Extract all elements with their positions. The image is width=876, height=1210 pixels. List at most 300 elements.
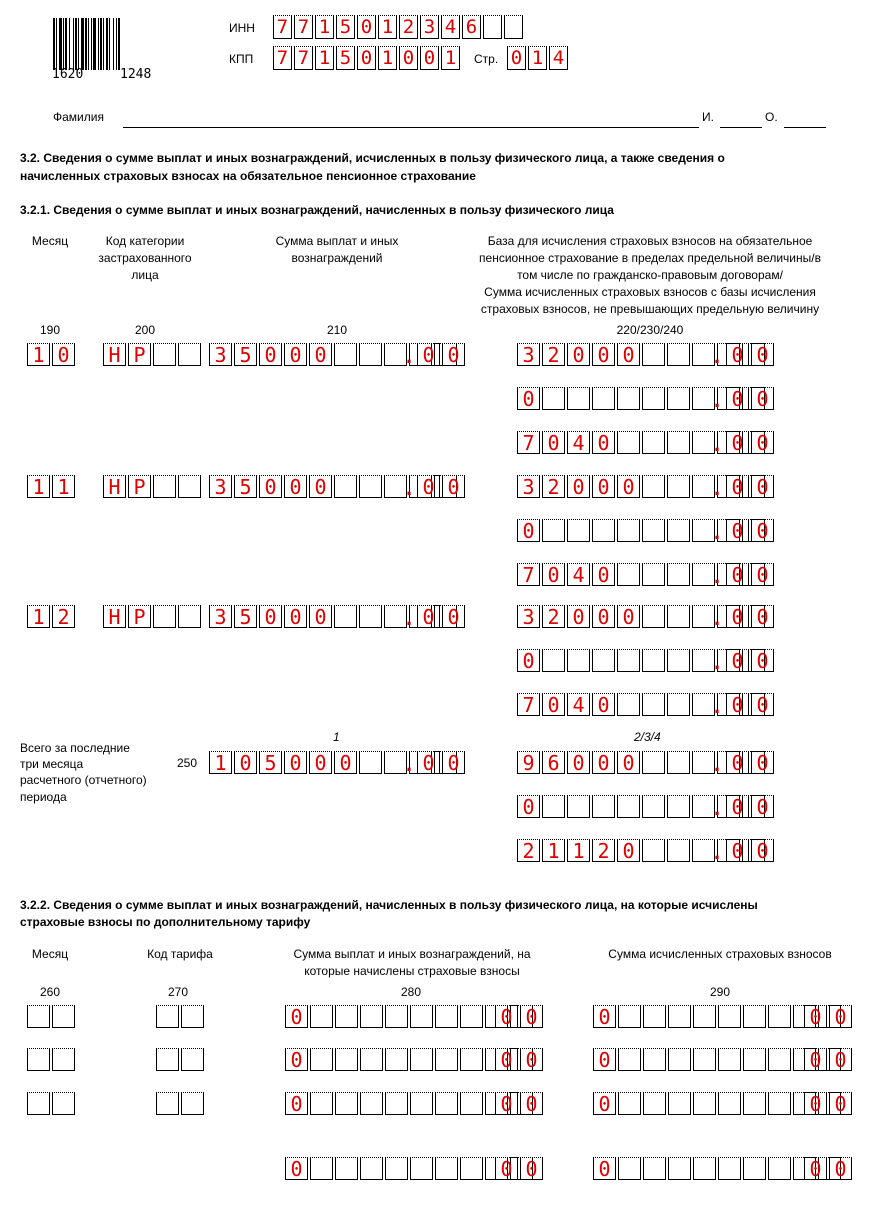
tariff-sum-field-cell[interactable]: 0 xyxy=(285,1092,308,1115)
total-base-field-cell[interactable]: 1 xyxy=(567,839,590,862)
base-field-cell[interactable] xyxy=(592,649,615,672)
total-base-kop-field-cell[interactable]: 0 xyxy=(751,795,774,818)
sum-field-cell[interactable]: 0 xyxy=(284,605,307,628)
base-field-cell[interactable]: 4 xyxy=(567,563,590,586)
base-field-cell[interactable] xyxy=(542,387,565,410)
base-field-cell[interactable]: 0 xyxy=(517,387,540,410)
tariff-contrib-kop-field-cell[interactable]: 0 xyxy=(804,1092,827,1115)
tariff-sum-field-cell[interactable] xyxy=(310,1005,333,1028)
base-field-cell[interactable]: 3 xyxy=(517,475,540,498)
base-field-cell[interactable]: 4 xyxy=(567,431,590,454)
base-field-cell[interactable] xyxy=(617,693,640,716)
sum-field-cell[interactable]: 0 xyxy=(309,605,332,628)
base-field-cell[interactable] xyxy=(617,431,640,454)
base-field-cell[interactable]: 0 xyxy=(567,475,590,498)
total-sum-kop-field-cell[interactable]: 0 xyxy=(417,751,440,774)
base-field-cell[interactable]: 0 xyxy=(517,649,540,672)
total-sum-field-cell[interactable]: 0 xyxy=(284,751,307,774)
tariff-sum-field-cell[interactable] xyxy=(385,1048,408,1071)
sum-field-cell[interactable] xyxy=(384,343,407,366)
tariff-sum-field-cell[interactable] xyxy=(360,1048,383,1071)
sum-kop-field-cell[interactable]: 0 xyxy=(417,475,440,498)
total-base-field-cell[interactable]: 0 xyxy=(592,751,615,774)
base-kop-field-cell[interactable]: 0 xyxy=(726,431,749,454)
total-base-field-cell[interactable] xyxy=(642,751,665,774)
tariff-total-sum-field-cell[interactable] xyxy=(435,1157,458,1180)
tariff-contrib-field-cell[interactable] xyxy=(643,1048,666,1071)
tariff-contrib-field-cell[interactable] xyxy=(668,1005,691,1028)
col-sum-header-1: Сумма выплат и иных xyxy=(275,234,399,248)
kpp-field-cell[interactable]: 5 xyxy=(336,46,355,70)
sum-field-cell[interactable]: 3 xyxy=(209,475,232,498)
tariff-code-field-cell[interactable] xyxy=(156,1092,179,1115)
tariff-sum-field-cell[interactable] xyxy=(335,1048,358,1071)
tariff-contrib-kop-field-cell[interactable]: 0 xyxy=(829,1048,852,1071)
tariff-code-field-cell[interactable] xyxy=(181,1005,204,1028)
total-base-field-cell[interactable]: 2 xyxy=(517,839,540,862)
tariff-contrib-field-cell[interactable] xyxy=(743,1048,766,1071)
page-number-field-cell[interactable]: 0 xyxy=(507,46,526,70)
tariff-contrib-field-cell[interactable] xyxy=(693,1005,716,1028)
tariff-total-contrib-field-cell[interactable] xyxy=(668,1157,691,1180)
tariff-total-contrib-field-cell[interactable] xyxy=(768,1157,791,1180)
tariff-total-contrib-field-cell[interactable]: 0 xyxy=(593,1157,616,1180)
inn-field-cell[interactable]: 4 xyxy=(441,15,460,39)
tariff-contrib-field-cell[interactable] xyxy=(693,1048,716,1071)
inn-field-cell[interactable]: 0 xyxy=(357,15,376,39)
tariff-sum-field-cell[interactable]: 0 xyxy=(285,1005,308,1028)
base-field-cell[interactable]: 7 xyxy=(517,693,540,716)
base-field-cell[interactable]: 0 xyxy=(592,605,615,628)
total-base-note: 2/3/4 xyxy=(634,730,661,744)
sum-kop-field-cell[interactable]: 0 xyxy=(442,605,465,628)
total-base-field-cell[interactable] xyxy=(617,795,640,818)
total-base-field-cell[interactable] xyxy=(692,751,715,774)
tariff-sum-field-cell[interactable] xyxy=(385,1092,408,1115)
base-field-cell[interactable]: 2 xyxy=(542,475,565,498)
base-field-cell[interactable] xyxy=(642,649,665,672)
tariff-contrib-kop-field-cell[interactable]: 0 xyxy=(829,1005,852,1028)
base-field-cell[interactable] xyxy=(692,431,715,454)
tariff-sum-field-cell[interactable] xyxy=(435,1048,458,1071)
base-field-cell[interactable]: 0 xyxy=(617,605,640,628)
base-field-cell[interactable] xyxy=(667,343,690,366)
category-field-cell[interactable] xyxy=(178,605,201,628)
tariff-sum-kop-field-cell[interactable]: 0 xyxy=(520,1092,543,1115)
tariff-sum-field-cell[interactable] xyxy=(460,1092,483,1115)
tariff-contrib-field-cell[interactable] xyxy=(618,1005,641,1028)
sum-field-cell[interactable]: 0 xyxy=(284,343,307,366)
month-field-cell[interactable]: 2 xyxy=(52,605,75,628)
total-base-field-cell[interactable]: 1 xyxy=(542,839,565,862)
sum-field-cell[interactable] xyxy=(334,343,357,366)
base-kop-field-cell[interactable]: 0 xyxy=(726,387,749,410)
base-field-cell[interactable] xyxy=(667,693,690,716)
base-field-cell[interactable] xyxy=(667,563,690,586)
base-field-cell[interactable] xyxy=(692,649,715,672)
base-kop-field-cell[interactable]: 0 xyxy=(726,475,749,498)
tariff-contrib-field-cell[interactable] xyxy=(618,1048,641,1071)
base-field-cell[interactable] xyxy=(592,387,615,410)
total-base-kop-field-cell[interactable]: 0 xyxy=(726,795,749,818)
tariff-contrib-field-cell[interactable] xyxy=(768,1048,791,1071)
kpp-field-cell[interactable]: 7 xyxy=(273,46,292,70)
base-field-cell[interactable] xyxy=(642,431,665,454)
tariff-contrib-field-cell[interactable] xyxy=(643,1092,666,1115)
base-field-cell[interactable] xyxy=(692,519,715,542)
base-field-cell[interactable]: 7 xyxy=(517,563,540,586)
total-base-kop-field-cell[interactable]: 0 xyxy=(751,839,774,862)
sum-field-cell[interactable]: 0 xyxy=(309,343,332,366)
sum-kop-field-cell[interactable]: 0 xyxy=(417,605,440,628)
base-field-cell[interactable] xyxy=(692,475,715,498)
total-sum-field-cell[interactable] xyxy=(384,751,407,774)
total-base-kop-field-cell[interactable]: 0 xyxy=(751,751,774,774)
sum-field-cell[interactable]: 3 xyxy=(209,343,232,366)
kpp-field-cell[interactable]: 1 xyxy=(315,46,334,70)
tariff-sum-field-cell[interactable] xyxy=(410,1005,433,1028)
total-base-field-cell[interactable] xyxy=(642,839,665,862)
tariff-sum-field-cell[interactable] xyxy=(360,1092,383,1115)
category-field-cell[interactable] xyxy=(153,343,176,366)
inn-field-cell[interactable]: 1 xyxy=(378,15,397,39)
tariff-contrib-field-cell[interactable] xyxy=(743,1092,766,1115)
base-field-cell[interactable]: 0 xyxy=(617,475,640,498)
tariff-sum-field-cell[interactable] xyxy=(310,1048,333,1071)
tariff-total-sum-field-cell[interactable] xyxy=(335,1157,358,1180)
base-field-cell[interactable]: 0 xyxy=(592,475,615,498)
category-field-cell[interactable]: Р xyxy=(128,475,151,498)
total-base-field-cell[interactable] xyxy=(667,839,690,862)
sum-field-cell[interactable] xyxy=(359,475,382,498)
tariff-total-contrib-kop-field-cell[interactable]: 0 xyxy=(829,1157,852,1180)
tariff-sum-kop-field-cell[interactable]: 0 xyxy=(495,1005,518,1028)
inn-field-cell[interactable] xyxy=(504,15,523,39)
tariff-sum-kop-field-cell[interactable]: 0 xyxy=(520,1048,543,1071)
tariff-contrib-field-cell[interactable] xyxy=(768,1092,791,1115)
tariff-contrib-field-cell[interactable] xyxy=(668,1048,691,1071)
total-sum-field-cell[interactable]: 5 xyxy=(259,751,282,774)
sum-field-cell[interactable] xyxy=(384,475,407,498)
month-field-cell[interactable]: 1 xyxy=(52,475,75,498)
sum-kop-field-cell[interactable]: 0 xyxy=(442,475,465,498)
sum-kop-field-cell[interactable]: 0 xyxy=(417,343,440,366)
base-field-cell[interactable]: 3 xyxy=(517,605,540,628)
total-base-field-cell[interactable] xyxy=(667,795,690,818)
tariff-contrib-field-cell[interactable] xyxy=(743,1005,766,1028)
base-kop-field-cell[interactable]: 0 xyxy=(726,519,749,542)
base-kop-field-cell[interactable]: 0 xyxy=(751,343,774,366)
month-field-cell[interactable]: 1 xyxy=(27,605,50,628)
total-base-field-cell[interactable] xyxy=(542,795,565,818)
tariff-sum-field-cell[interactable] xyxy=(335,1005,358,1028)
tariff-contrib-kop-field-cell[interactable]: 0 xyxy=(804,1005,827,1028)
base-kop-field-cell[interactable]: 0 xyxy=(726,693,749,716)
inn-field-cell[interactable]: 1 xyxy=(315,15,334,39)
tariff-month-field-cell[interactable] xyxy=(27,1005,50,1028)
sum-field-cell[interactable]: 5 xyxy=(234,605,257,628)
base-kop-field-cell[interactable]: 0 xyxy=(751,563,774,586)
tariff-sum-field-cell[interactable] xyxy=(360,1005,383,1028)
total-base-field-cell[interactable]: 6 xyxy=(542,751,565,774)
total-sum-field-cell[interactable]: 0 xyxy=(334,751,357,774)
sum-field-cell[interactable] xyxy=(359,605,382,628)
tariff-sum-kop-field-cell[interactable]: 0 xyxy=(520,1005,543,1028)
barcode-bar xyxy=(100,18,102,70)
category-field-cell[interactable]: Н xyxy=(103,605,126,628)
category-field-cell[interactable]: Р xyxy=(128,605,151,628)
base-field-cell[interactable]: 0 xyxy=(517,519,540,542)
total-sum-field-cell[interactable] xyxy=(359,751,382,774)
tariff-total-sum-field-cell[interactable] xyxy=(360,1157,383,1180)
base-kop-field-cell[interactable]: 0 xyxy=(726,605,749,628)
tariff-contrib-field-cell[interactable] xyxy=(718,1048,741,1071)
base-kop-field-cell[interactable]: 0 xyxy=(726,649,749,672)
tariff-contrib-field-cell[interactable] xyxy=(668,1092,691,1115)
tariff-contrib-field-cell[interactable] xyxy=(618,1092,641,1115)
tariff-contrib-field-cell[interactable]: 0 xyxy=(593,1092,616,1115)
base-field-cell[interactable]: 0 xyxy=(567,343,590,366)
base-field-cell[interactable]: 0 xyxy=(567,605,590,628)
base-field-cell[interactable] xyxy=(667,475,690,498)
kpp-field-cell[interactable]: 0 xyxy=(357,46,376,70)
base-field-cell[interactable] xyxy=(692,387,715,410)
sum-field-cell[interactable]: 5 xyxy=(234,343,257,366)
tariff-sum-kop-field-cell[interactable]: 0 xyxy=(495,1092,518,1115)
total-sum-kop-field-cell[interactable]: 0 xyxy=(442,751,465,774)
total-base-field-cell[interactable]: 0 xyxy=(617,839,640,862)
inn-field-cell[interactable]: 2 xyxy=(399,15,418,39)
tariff-sum-field-cell[interactable] xyxy=(410,1092,433,1115)
total-base-field-cell[interactable]: 2 xyxy=(592,839,615,862)
page-number-field-cell[interactable]: 1 xyxy=(528,46,547,70)
sum-field-cell[interactable]: 5 xyxy=(234,475,257,498)
category-field-cell[interactable]: Н xyxy=(103,475,126,498)
month-field-cell[interactable]: 1 xyxy=(27,475,50,498)
col-base-header-1: База для исчисления страховых взносов на обязательное xyxy=(487,234,813,248)
base-field-cell[interactable] xyxy=(667,387,690,410)
base-field-cell[interactable]: 2 xyxy=(542,343,565,366)
tariff-code-field-cell[interactable] xyxy=(156,1048,179,1071)
base-field-cell[interactable]: 7 xyxy=(517,431,540,454)
tariff-sum-field-cell[interactable] xyxy=(335,1092,358,1115)
base-kop-field-cell[interactable]: 0 xyxy=(751,519,774,542)
tariff-sum-field-cell[interactable] xyxy=(460,1005,483,1028)
total-sum-field-cell[interactable]: 0 xyxy=(309,751,332,774)
base-field-cell[interactable] xyxy=(642,693,665,716)
tariff-total-contrib-kop-field-cell[interactable]: 0 xyxy=(804,1157,827,1180)
base-kop-field-cell[interactable]: 0 xyxy=(726,343,749,366)
base-field-cell[interactable]: 0 xyxy=(542,693,565,716)
sum-field-cell[interactable]: 0 xyxy=(259,343,282,366)
kpp-field-cell[interactable]: 1 xyxy=(378,46,397,70)
kpp-field-cell[interactable]: 1 xyxy=(441,46,460,70)
category-field-cell[interactable] xyxy=(153,605,176,628)
base-kop-field-cell[interactable]: 0 xyxy=(751,649,774,672)
total-base-field-cell[interactable] xyxy=(692,839,715,862)
sum-field-cell[interactable]: 0 xyxy=(284,475,307,498)
tariff-contrib-field-cell[interactable] xyxy=(718,1005,741,1028)
total-base-kop-field-cell[interactable]: 0 xyxy=(726,751,749,774)
tariff-month-field-cell[interactable] xyxy=(27,1092,50,1115)
total-base-field-cell[interactable] xyxy=(642,795,665,818)
tariff-sum-field-cell[interactable] xyxy=(310,1092,333,1115)
total-sum-field-cell[interactable]: 0 xyxy=(234,751,257,774)
tariff-contrib-kop-field-cell[interactable]: 0 xyxy=(829,1092,852,1115)
tariff-total-sum-field-cell[interactable]: 0 xyxy=(285,1157,308,1180)
base-kop-field-cell[interactable]: 0 xyxy=(751,693,774,716)
tariff-month-field-cell[interactable] xyxy=(52,1005,75,1028)
base-field-cell[interactable]: 4 xyxy=(567,693,590,716)
base-field-cell[interactable] xyxy=(642,475,665,498)
base-field-cell[interactable] xyxy=(642,343,665,366)
inn-field-cell[interactable]: 6 xyxy=(462,15,481,39)
tariff-total-contrib-field-cell[interactable] xyxy=(718,1157,741,1180)
tariff-code-field-cell[interactable] xyxy=(181,1092,204,1115)
tariff-month-field-cell[interactable] xyxy=(27,1048,50,1071)
base-field-cell[interactable]: 0 xyxy=(592,563,615,586)
tariff-contrib-field-cell[interactable] xyxy=(643,1005,666,1028)
tariff-contrib-field-cell[interactable] xyxy=(768,1005,791,1028)
tariff-total-contrib-field-cell[interactable] xyxy=(743,1157,766,1180)
category-field-cell[interactable]: Р xyxy=(128,343,151,366)
kpp-field-cell[interactable]: 0 xyxy=(399,46,418,70)
tariff-total-sum-kop-field-cell[interactable]: 0 xyxy=(495,1157,518,1180)
tariff-contrib-kop-field-cell[interactable]: 0 xyxy=(804,1048,827,1071)
base-field-cell[interactable]: 2 xyxy=(542,605,565,628)
month-field-cell[interactable]: 1 xyxy=(27,343,50,366)
sum-field-cell[interactable]: 0 xyxy=(259,605,282,628)
base-field-cell[interactable]: 0 xyxy=(592,343,615,366)
tariff-sum-field-cell[interactable] xyxy=(410,1048,433,1071)
tariff-sum-field-cell[interactable] xyxy=(435,1005,458,1028)
total-base-field-cell[interactable]: 9 xyxy=(517,751,540,774)
base-field-cell[interactable] xyxy=(542,649,565,672)
total-base-field-cell[interactable] xyxy=(667,751,690,774)
sum-field-cell[interactable]: 3 xyxy=(209,605,232,628)
base-field-cell[interactable]: 0 xyxy=(592,431,615,454)
tariff-total-sum-field-cell[interactable] xyxy=(410,1157,433,1180)
total-sum-field-cell[interactable]: 1 xyxy=(209,751,232,774)
month-field-cell[interactable]: 0 xyxy=(52,343,75,366)
sum-kop-field xyxy=(417,343,467,368)
base-field-cell[interactable] xyxy=(567,649,590,672)
sum-kop-field-cell[interactable]: 0 xyxy=(442,343,465,366)
tariff-code-field-cell[interactable] xyxy=(181,1048,204,1071)
inn-field-cell[interactable]: 7 xyxy=(273,15,292,39)
base-field-cell[interactable] xyxy=(692,343,715,366)
base-field-cell[interactable] xyxy=(567,519,590,542)
base-field-cell[interactable] xyxy=(642,519,665,542)
tariff-sum-field-cell[interactable] xyxy=(435,1092,458,1115)
base-kop-field xyxy=(726,605,776,630)
sum-field-cell[interactable]: 0 xyxy=(309,475,332,498)
base-kop-field-cell[interactable]: 0 xyxy=(751,605,774,628)
base-field-cell[interactable] xyxy=(617,519,640,542)
base-kop-field-cell[interactable]: 0 xyxy=(751,475,774,498)
tariff-total-contrib-field-cell[interactable] xyxy=(643,1157,666,1180)
base-field-cell[interactable] xyxy=(542,519,565,542)
tariff-contrib-field-cell[interactable]: 0 xyxy=(593,1048,616,1071)
base-field-cell[interactable] xyxy=(692,563,715,586)
total-base-field-cell[interactable]: 0 xyxy=(567,751,590,774)
category-field-cell[interactable] xyxy=(178,475,201,498)
total-base-field-cell[interactable]: 0 xyxy=(517,795,540,818)
base-field-cell[interactable] xyxy=(692,693,715,716)
tariff-total-contrib-field-cell[interactable] xyxy=(693,1157,716,1180)
tariff-sum-field-cell[interactable] xyxy=(460,1048,483,1071)
total-base-kop-field-cell[interactable]: 0 xyxy=(726,839,749,862)
base-field-cell[interactable]: 3 xyxy=(517,343,540,366)
tariff-sum-field-cell[interactable] xyxy=(385,1005,408,1028)
base-field-cell[interactable] xyxy=(617,649,640,672)
tariff-total-sum-field-cell[interactable] xyxy=(310,1157,333,1180)
base-field-cell[interactable] xyxy=(667,431,690,454)
tariff-contrib-field-cell[interactable] xyxy=(693,1092,716,1115)
tariff-month-field-cell[interactable] xyxy=(52,1048,75,1071)
base-kop-field-cell[interactable]: 0 xyxy=(751,387,774,410)
base-field-cell[interactable] xyxy=(617,563,640,586)
base-field-cell[interactable] xyxy=(592,519,615,542)
base-field-cell[interactable] xyxy=(667,605,690,628)
total-base-field-cell[interactable]: 0 xyxy=(617,751,640,774)
tariff-sum-kop-field-cell[interactable]: 0 xyxy=(495,1048,518,1071)
total-base-field-cell[interactable] xyxy=(567,795,590,818)
inn-field-cell[interactable]: 7 xyxy=(294,15,313,39)
base-field-cell[interactable] xyxy=(692,605,715,628)
total-base-field-cell[interactable] xyxy=(692,795,715,818)
sum-field-cell[interactable] xyxy=(384,605,407,628)
tariff-sum-field-cell[interactable]: 0 xyxy=(285,1048,308,1071)
inn-field-cell[interactable] xyxy=(483,15,502,39)
tariff-total-sum-kop-field-cell[interactable]: 0 xyxy=(520,1157,543,1180)
base-field-cell[interactable]: 0 xyxy=(592,693,615,716)
tariff-total-sum-field-cell[interactable] xyxy=(385,1157,408,1180)
base-field-cell[interactable]: 0 xyxy=(542,431,565,454)
category-field-cell[interactable] xyxy=(153,475,176,498)
tariff-total-sum-field-cell[interactable] xyxy=(460,1157,483,1180)
tariff-total-contrib-field-cell[interactable] xyxy=(618,1157,641,1180)
kpp-field-cell[interactable]: 0 xyxy=(420,46,439,70)
sum-field-cell[interactable] xyxy=(334,605,357,628)
total-base-field-cell[interactable] xyxy=(592,795,615,818)
inn-field-cell[interactable]: 3 xyxy=(420,15,439,39)
base-field-cell[interactable] xyxy=(667,649,690,672)
base-field-cell[interactable] xyxy=(642,605,665,628)
tariff-code-field-cell[interactable] xyxy=(156,1005,179,1028)
base-field-cell[interactable] xyxy=(642,387,665,410)
tariff-month-field-cell[interactable] xyxy=(52,1092,75,1115)
tariff-contrib-field-cell[interactable] xyxy=(718,1092,741,1115)
base-field-cell[interactable]: 0 xyxy=(617,343,640,366)
category-field-cell[interactable]: Н xyxy=(103,343,126,366)
sum-field-cell[interactable] xyxy=(359,343,382,366)
base-field-cell[interactable] xyxy=(667,519,690,542)
base-field-cell[interactable]: 0 xyxy=(542,563,565,586)
base-kop-field-cell[interactable]: 0 xyxy=(751,431,774,454)
base-field-cell[interactable] xyxy=(567,387,590,410)
base-field-cell[interactable] xyxy=(617,387,640,410)
base-field-cell[interactable] xyxy=(642,563,665,586)
tariff-contrib-field-cell[interactable]: 0 xyxy=(593,1005,616,1028)
page-number-field-cell[interactable]: 4 xyxy=(549,46,568,70)
inn-field-cell[interactable]: 5 xyxy=(336,15,355,39)
base-kop-field-cell[interactable]: 0 xyxy=(726,563,749,586)
category-field-cell[interactable] xyxy=(178,343,201,366)
kpp-field-cell[interactable]: 7 xyxy=(294,46,313,70)
sum-field-cell[interactable]: 0 xyxy=(259,475,282,498)
sum-field-cell[interactable] xyxy=(334,475,357,498)
